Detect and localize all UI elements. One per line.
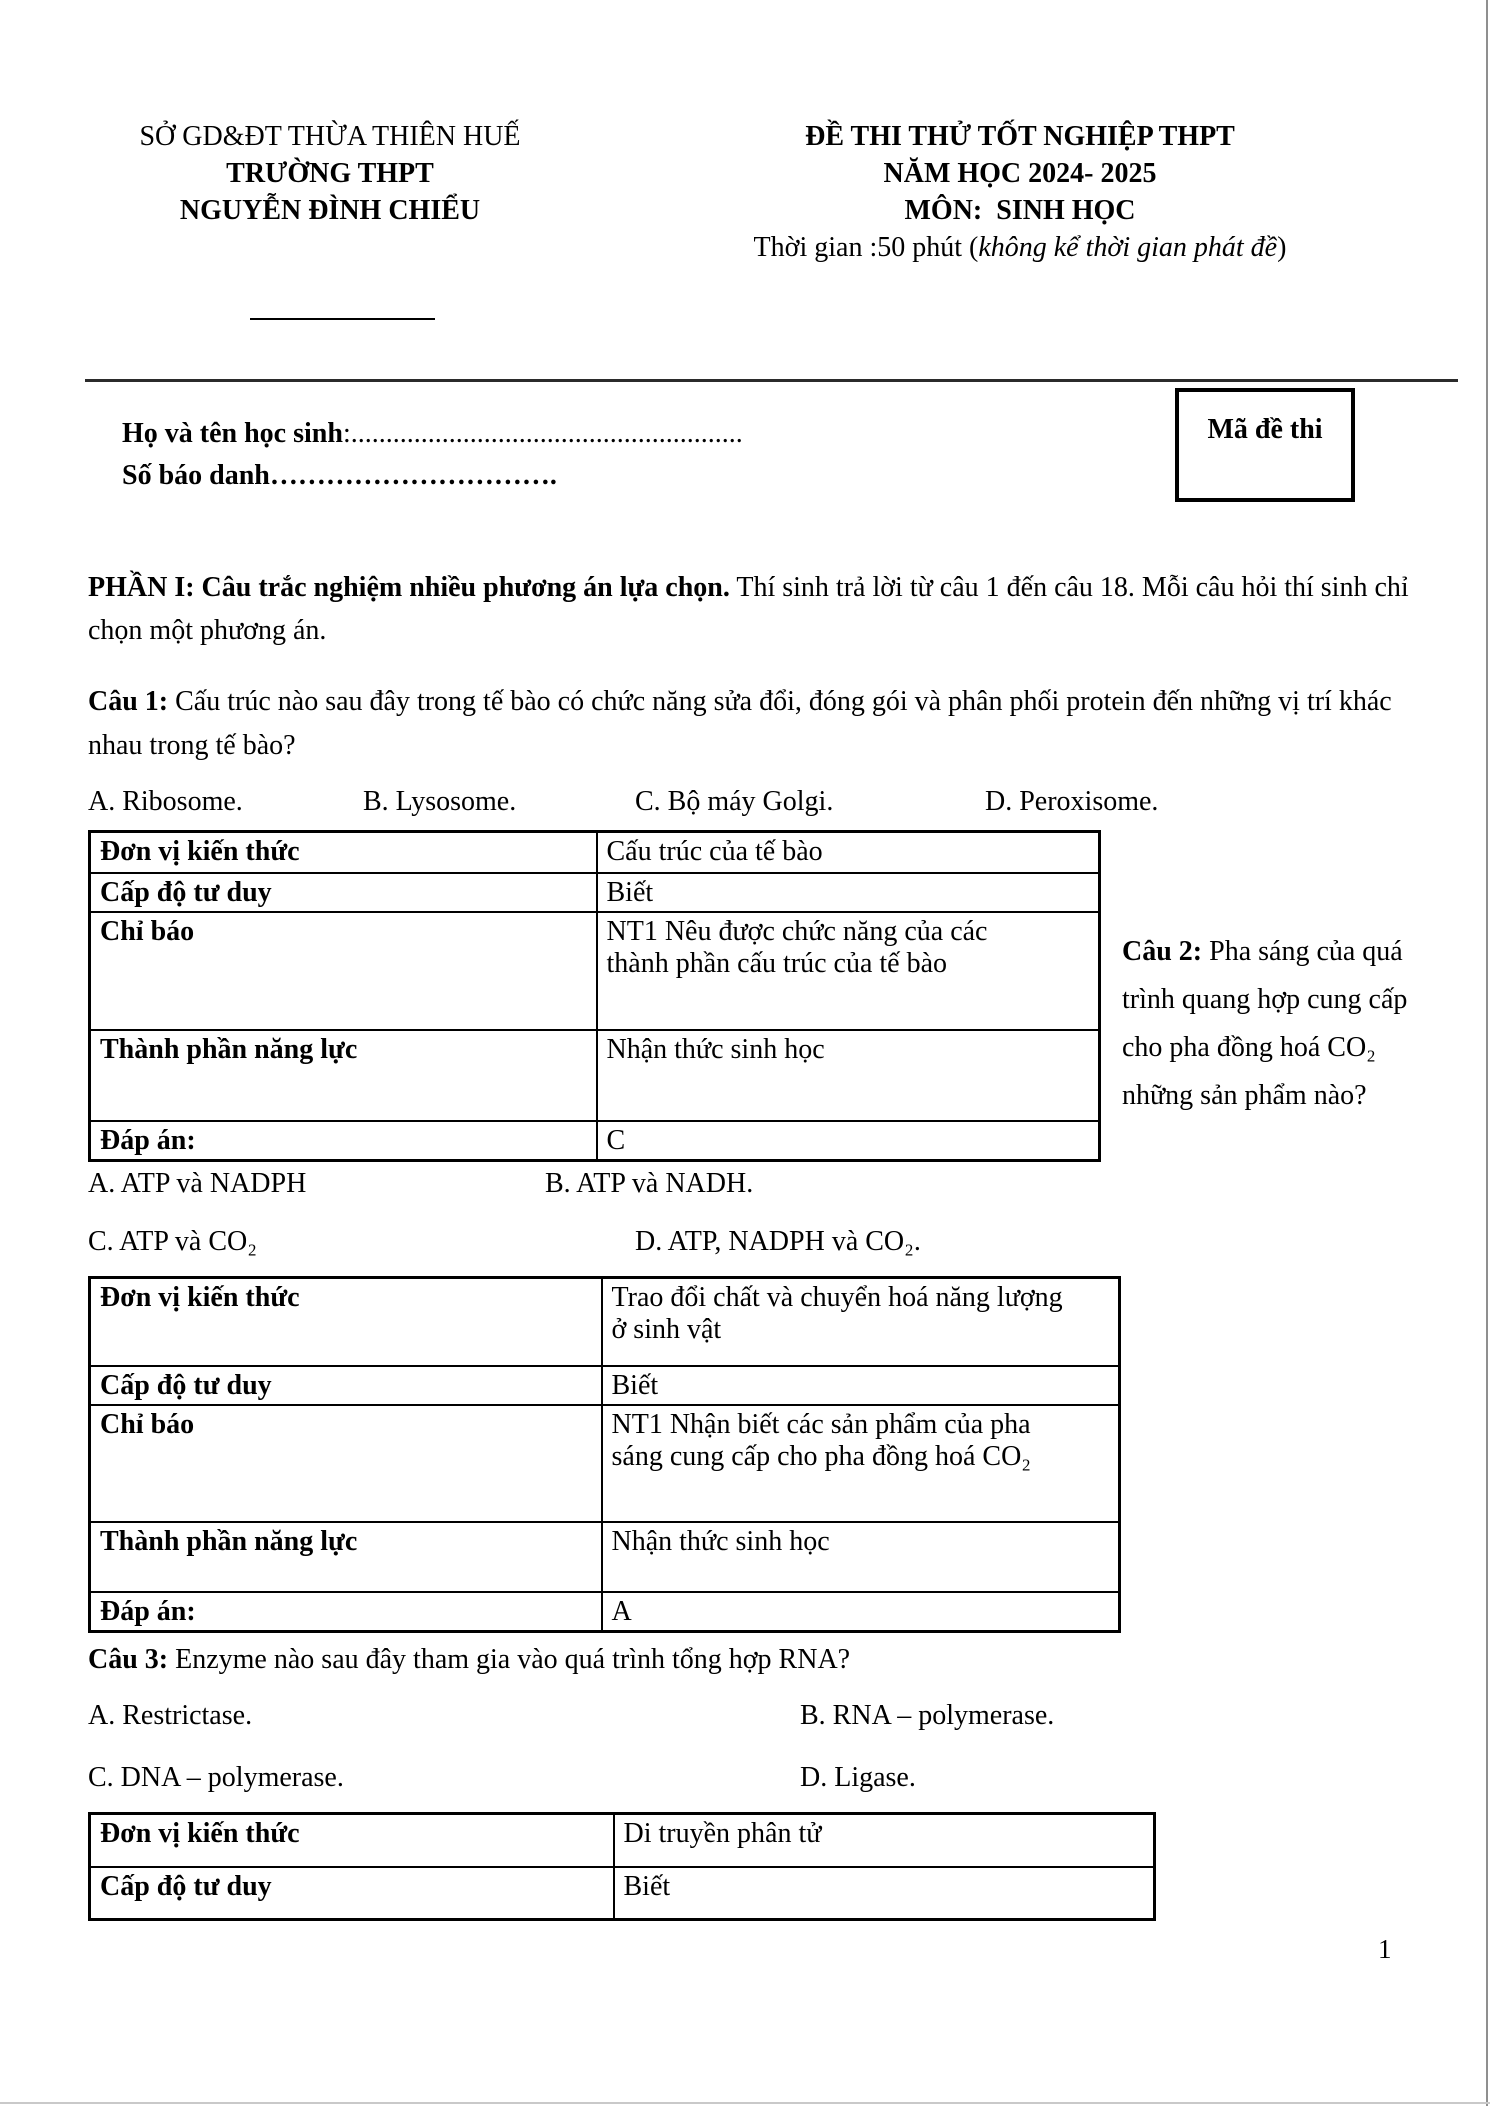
t3-row2-value: Biết — [614, 1867, 1155, 1920]
q2-option-a: A. ATP và NADPH — [88, 1168, 307, 1199]
subject-line: MÔN: SINH HỌC — [904, 195, 1136, 226]
question-1 — [88, 680, 1423, 768]
q2-metadata-table — [88, 1276, 1121, 1633]
t2-row3-value: NT1 Nhận biết các sản phẩm của pha sáng cung cấp cho pha đồng hoá CO₂ — [602, 1405, 1120, 1522]
q3-option-c: C. DNA – polymerase. — [88, 1762, 344, 1793]
q1-option-b: B. Lysosome. — [363, 786, 517, 817]
student-name-line — [122, 418, 743, 450]
page-right-edge — [1486, 0, 1488, 2106]
header-divider-rule — [85, 379, 1458, 382]
q3-option-a: A. Restrictase. — [88, 1700, 253, 1731]
exam-title: ĐỀ THI THỬ TỐT NGHIỆP THPT — [805, 121, 1235, 152]
t1-row2-value: Biết — [597, 873, 1100, 912]
page-bottom-edge — [0, 2102, 1490, 2104]
exam-code-label: Mã đề thi — [1207, 414, 1323, 445]
q2-option-b: B. ATP và NADH. — [545, 1168, 754, 1199]
duration-prefix: Thời gian :50 phút ( — [753, 232, 979, 263]
t2-row5-value: A — [602, 1592, 1120, 1632]
duration-suffix: ) — [1277, 232, 1287, 263]
t1-row1-label: Đơn vị kiến thức — [90, 832, 597, 873]
header-right-block — [600, 118, 1440, 266]
duration-line — [600, 229, 1440, 266]
t1-row4-label: Thành phần năng lực — [90, 1030, 597, 1121]
school-year: NĂM HỌC 2024- 2025 — [883, 158, 1157, 189]
q3-option-d: D. Ligase. — [800, 1762, 916, 1793]
t3-row1-label: Đơn vị kiến thức — [90, 1814, 614, 1867]
t1-row5-value: C — [597, 1121, 1100, 1161]
t1-row4-value: Nhận thức sinh học — [597, 1030, 1100, 1121]
t1-row1-value: Cấu trúc của tế bào — [597, 832, 1100, 873]
question-1-text: Cấu trúc nào sau đây trong tế bào có chức năng sửa đổi, đóng gói và phân phối protein đến những vị trí khác nhau trong tế bào? — [88, 686, 1392, 761]
question-3-label: Câu 3: — [88, 1644, 169, 1675]
t1-row5-label: Đáp án: — [90, 1121, 597, 1161]
header-school-line2: NGUYỄN ĐÌNH CHIỂU — [179, 195, 481, 226]
t2-row3-label: Chỉ báo — [90, 1405, 602, 1522]
q3-metadata-table — [88, 1812, 1156, 1921]
student-id-label: Số báo danh — [122, 460, 270, 491]
t2-row5-label: Đáp án: — [90, 1592, 602, 1632]
t1-row3-value: NT1 Nêu được chức năng của các thành phần cấu trúc của tế bào — [597, 912, 1100, 1030]
q1-metadata-table — [88, 830, 1101, 1162]
t3-row1-value: Di truyền phân tử — [614, 1814, 1155, 1867]
t2-row1-label: Đơn vị kiến thức — [90, 1278, 602, 1366]
duration-note: không kể thời gian phát đề — [978, 232, 1278, 263]
question-2-label: Câu 2: — [1122, 936, 1203, 967]
t3-row2-label: Cấp độ tư duy — [90, 1867, 614, 1920]
student-id-dotted-line: …………………………. — [269, 460, 557, 491]
q1-option-d: D. Peroxisome. — [985, 786, 1159, 817]
t2-row4-label: Thành phần năng lực — [90, 1522, 602, 1592]
t2-row2-label: Cấp độ tư duy — [90, 1366, 602, 1405]
q2-option-d: D. ATP, NADPH và CO₂. — [635, 1226, 921, 1257]
page-number: 1 — [1378, 1934, 1392, 1964]
question-2-text: Pha sáng của quá trình quang hợp cung cấp cho pha đồng hoá CO₂ những sản phẩm nào? — [1122, 936, 1408, 1111]
q3-option-b: B. RNA – polymerase. — [800, 1700, 1055, 1731]
part1-heading — [88, 566, 1428, 652]
q1-option-c: C. Bộ máy Golgi. — [635, 786, 834, 817]
t2-row2-value: Biết — [602, 1366, 1120, 1405]
header-department: SỞ GD&ĐT THỪA THIÊN HUẾ — [139, 121, 521, 152]
t2-row1-value: Trao đổi chất và chuyển hoá năng lượng ở sinh vật — [602, 1278, 1120, 1366]
t1-row3-label: Chỉ báo — [90, 912, 597, 1030]
part1-title: PHẦN I: Câu trắc nghiệm nhiều phương án lựa chọn. — [88, 572, 730, 603]
question-3-text: Enzyme nào sau đây tham gia vào quá trình tổng hợp RNA? — [168, 1644, 851, 1675]
header-school-line1: TRƯỜNG THPT — [226, 158, 434, 189]
exam-code-box — [1175, 388, 1355, 502]
question-2 — [1122, 928, 1422, 1120]
part1-instructions: Thí sinh trả lời từ câu 1 đến câu 18. Mỗi câu hỏi thí sinh chỉ chọn một phương án. — [88, 572, 1409, 646]
question-3 — [88, 1638, 1423, 1682]
student-id-line — [122, 460, 557, 492]
student-name-dotted-line: :........................................................ — [342, 418, 743, 449]
t1-row2-label: Cấp độ tư duy — [90, 873, 597, 912]
t2-row4-value: Nhận thức sinh học — [602, 1522, 1120, 1592]
student-name-label: Họ và tên học sinh — [122, 418, 343, 449]
q1-option-a: A. Ribosome. — [88, 786, 243, 817]
header-underline — [250, 318, 435, 320]
header-left-block — [90, 118, 570, 229]
question-1-label: Câu 1: — [88, 686, 169, 717]
q2-option-c: C. ATP và CO₂ — [88, 1226, 257, 1257]
